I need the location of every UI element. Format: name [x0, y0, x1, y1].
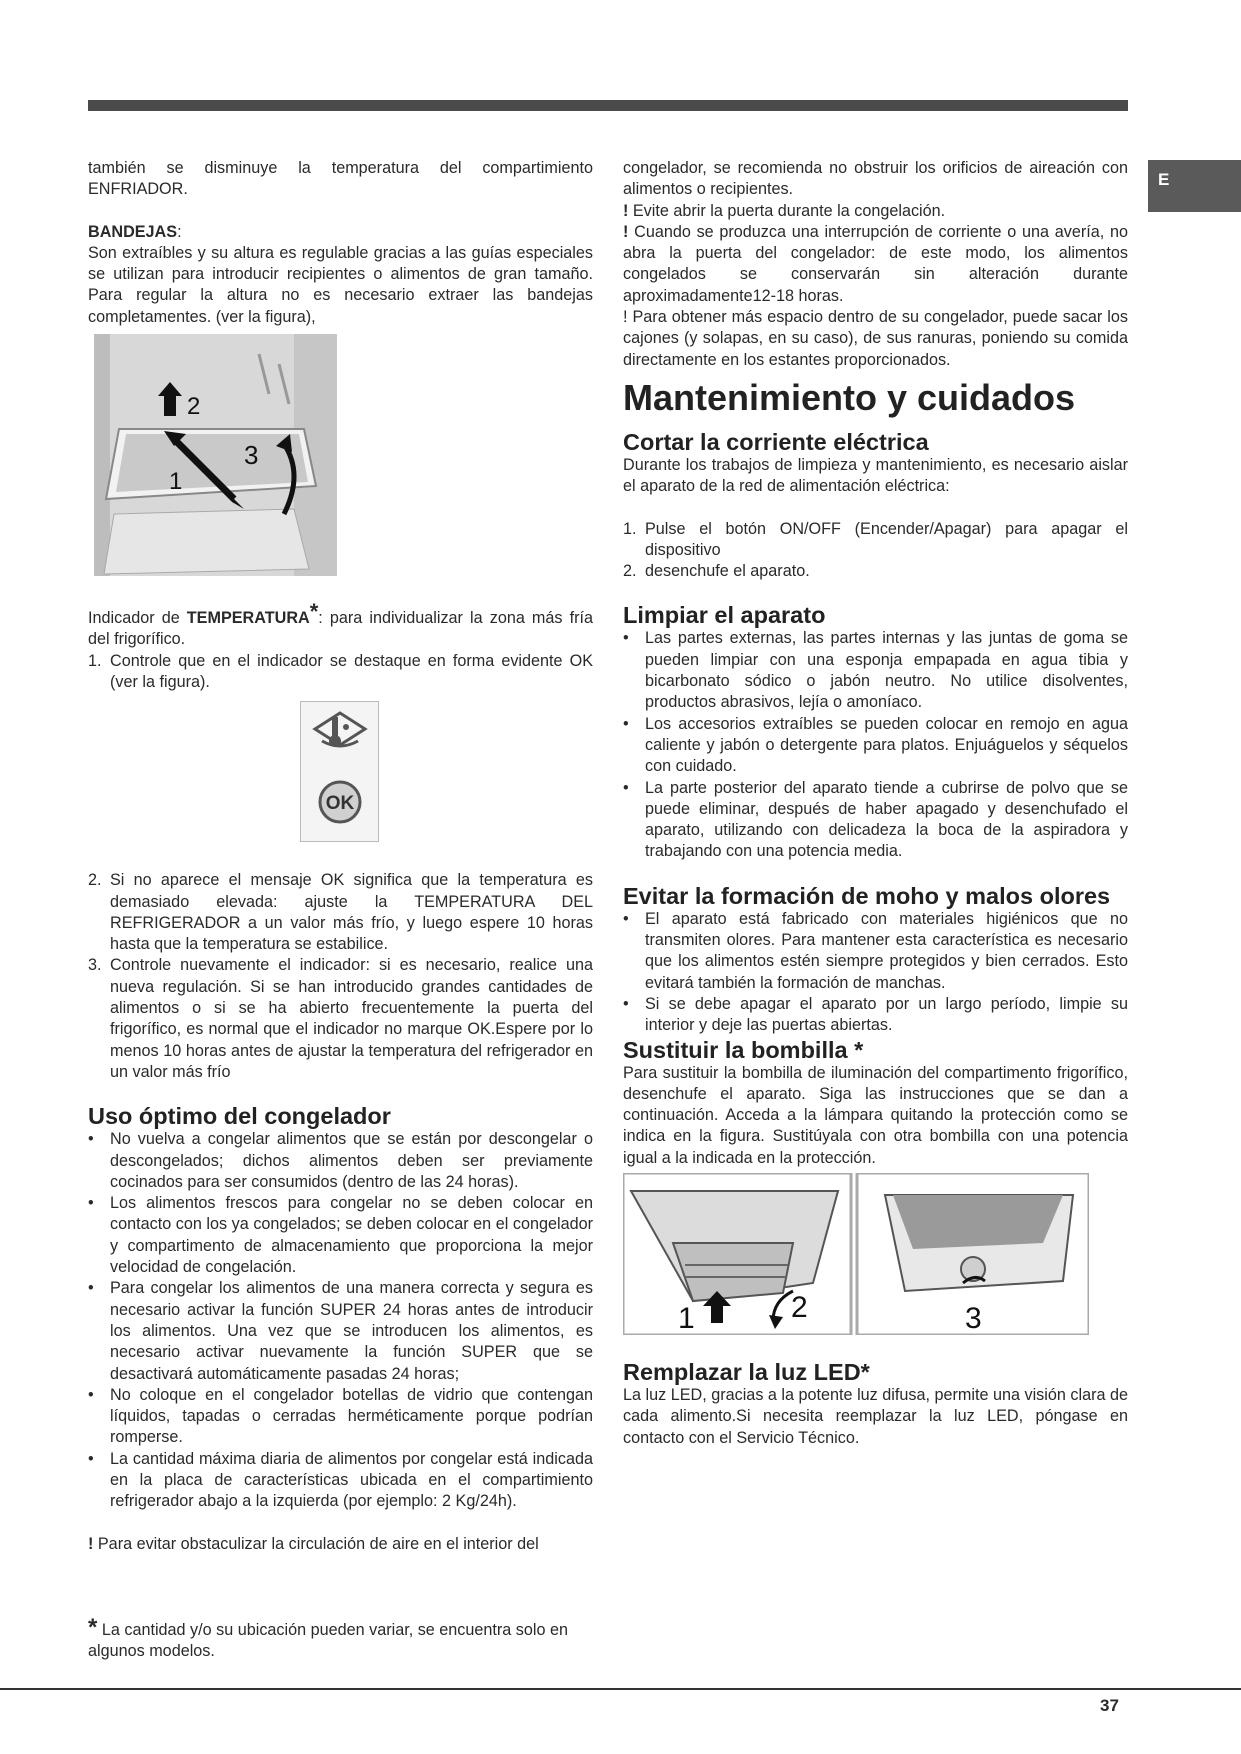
- moho-list: [623, 909, 1128, 1037]
- ok-indicator-illustration: [300, 701, 379, 842]
- led-text: La luz LED, gracias a la potente luz difusa, permite una visión clara de cada alimento.Si necesita reemplazar la luz LED, póngase en contacto con el Servicio Técnico.: [623, 1385, 1128, 1447]
- uso-congelador-heading: Uso óptimo del congelador: [88, 1103, 391, 1130]
- list-item: 2. Si no aparece el mensaje OK significa que la temperatura es demasiado elevada: ajuste la TEMPERATURA DEL REFRIGERADOR a un valor más frío, y luego espere 10 horas hasta que la temperatura se estabilice.: [88, 871, 593, 954]
- list-item: • Para congelar los alimentos de una manera correcta y segura es necesario activar la función SUPER 24 horas antes de introducir los alimentos. Una vez que se introducen los alimentos, es necesario activar nuevamente la función SUPER que se desactivará automáticamente pasadas 24 horas;: [88, 1279, 593, 1383]
- cortar-heading: Cortar la corriente eléctrica: [623, 428, 929, 455]
- lamp-step-2: 2: [791, 1290, 808, 1324]
- bombilla-heading: Sustituir la bombilla *: [623, 1036, 864, 1063]
- lamp-step-3: 3: [965, 1301, 982, 1335]
- page-number: 37: [1100, 1696, 1119, 1715]
- temperatura-intro: Indicador de TEMPERATURA*: para individualizar la zona más fría del frigorífico.: [88, 599, 593, 649]
- language-tab: E: [1148, 160, 1241, 212]
- main-title: Mantenimiento y cuidados: [623, 376, 1076, 418]
- lamp-step-1: 1: [678, 1301, 695, 1335]
- list-item: 1. Controle que en el indicador se destaque en forma evidente OK (ver la figura).: [88, 651, 593, 691]
- shelf-step-3: 3: [244, 440, 259, 471]
- note-espacio: ! Para obtener más espacio dentro de su congelador, puede sacar los cajones (y solapas, en su caso), de sus ranuras, poniendo su comida directamente en los estantes proporcionados.: [623, 308, 1128, 369]
- note-corte-corriente: ! Cuando se produzca una interrupción de corriente o una avería, no abra la puerta del congelador: de este modo, los alimentos congelados se conservarán sin alteración durante aproximadamente12-18 horas.: [623, 222, 1128, 305]
- shelf-step-1: 1: [169, 468, 183, 496]
- lamp-illustration: [623, 1173, 1089, 1335]
- list-item: • La parte posterior del aparato tiende a cubrirse de polvo que se puede eliminar, después de haber apagado y desenchufado el aparato, utilizando con delicadeza la boca de la aspiradora y trabajando con una potencia media.: [623, 778, 1128, 861]
- list-item: 1. Pulse el botón ON/OFF (Encender/Apagar) para apagar el dispositivo: [623, 519, 1128, 559]
- shelf-figure: [94, 334, 337, 576]
- intro-paragraph: también se disminuye la temperatura del compartimiento ENFRIADOR.: [88, 159, 593, 199]
- ok-indicator-figure: [300, 701, 379, 842]
- footnote: * La cantidad y/o su ubicación pueden variar, se encuentra solo en algunos modelos.: [88, 1614, 568, 1661]
- temperatura-steps-b: [88, 870, 593, 1083]
- led-heading: Remplazar la luz LED*: [623, 1358, 870, 1385]
- list-item: • No vuelva a congelar alimentos que se están por descongelar o descongelados; dichos alimentos deben ser previamente cocinados para ser consumidos (dentro de las 24 horas).: [88, 1130, 593, 1191]
- right-column: [623, 158, 1128, 1449]
- shelf-step-2: 2: [187, 393, 201, 421]
- cortar-steps: [623, 519, 1128, 583]
- list-item: • Si se debe apagar el aparato por un largo período, limpie su interior y deje las puertas abiertas.: [623, 994, 1128, 1035]
- note-evite-abrir: ! Evite abrir la puerta durante la congelación.: [623, 201, 946, 220]
- bombilla-text: Para sustituir la bombilla de iluminación del compartimento frigorífico, desenchufe el aparato. Siga las instrucciones que se dan a continuación. Acceda a la lámpara quitando la protección como se indica en la figura. Sustitúyala con otra bombilla con una potencia igual a la indicada en la protección.: [623, 1063, 1128, 1167]
- bottom-rule: [0, 1688, 1241, 1690]
- uso-congelador-list: [88, 1129, 593, 1512]
- bandejas-text: Son extraíbles y su altura es regulable gracias a las guías especiales se utilizan para introducir recipientes o alimentos de gran tamaño. Para regular la altura no es necesario extraer las bandejas completamentes. (ver la figura),: [88, 243, 593, 326]
- shelf-illustration: [94, 334, 337, 576]
- ok-label: OK: [325, 793, 355, 815]
- list-item: • Los alimentos frescos para congelar no se deben colocar en contacto con los ya congelados; se deben colocar en el congelador y compartimento de almacenamiento que proporciona la mejor velocidad de congelación.: [88, 1194, 593, 1277]
- lamp-figure: [623, 1173, 1089, 1335]
- list-item: 3. Controle nuevamente el indicador: si es necesario, realice una nueva regulación. Si se han introducido grandes cantidades de alimentos o si se ha abierto frecuentemente la puerta del frigorífico, es normal que el indicador no marque OK.Espere por lo menos 10 horas antes de ajustar la temperatura del refrigerador en un valor más frío: [88, 956, 593, 1081]
- temperatura-steps-a: [88, 651, 593, 694]
- list-item: • La cantidad máxima diaria de alimentos por congelar está indicada en la placa de características ubicada en el compartimiento refrigerador abajo a la izquierda (por ejemplo: 2 Kg/24h).: [88, 1449, 593, 1511]
- limpiar-list: [623, 628, 1128, 862]
- list-item: • Los accesorios extraíbles se pueden colocar en remojo en agua caliente y jabón o detergente para platos. Enjuáguelos y séquelos con cuidado.: [623, 714, 1128, 776]
- list-item: • El aparato está fabricado con materiales higiénicos que no transmiten olores. Para mantener esta característica es necesario que los alimentos estén siempre protegidos y bien cerrados. Esto evitará también la formación de manchas.: [623, 909, 1128, 992]
- list-item: • Las partes externas, las partes internas y las juntas de goma se pueden limpiar con una esponja empapada en agua tibia y bicarbonato sódico o jabón neutro. No utilice disolventes, productos abrasivos, lejía o amoníaco.: [623, 629, 1128, 712]
- list-item: • No coloque en el congelador botellas de vidrio que contengan líquidos, tapadas o cerradas herméticamente porque podrían romperse.: [88, 1385, 593, 1447]
- left-column: [88, 158, 593, 1555]
- bandejas-heading: BANDEJAS:: [88, 222, 182, 241]
- congelador-continued: congelador, se recomienda no obstruir los orificios de aireación con alimentos o recipientes.: [623, 159, 1128, 199]
- aire-note: ! Para evitar obstaculizar la circulación de aire en el interior del: [88, 1534, 539, 1553]
- cortar-text: Durante los trabajos de limpieza y mantenimiento, es necesario aislar el aparato de la red de alimentación eléctrica:: [623, 455, 1128, 496]
- top-rule: [88, 100, 1128, 111]
- list-item: 2. desenchufe el aparato.: [623, 562, 810, 581]
- moho-heading: Evitar la formación de moho y malos olores: [623, 882, 1111, 909]
- limpiar-heading: Limpiar el aparato: [623, 602, 826, 629]
